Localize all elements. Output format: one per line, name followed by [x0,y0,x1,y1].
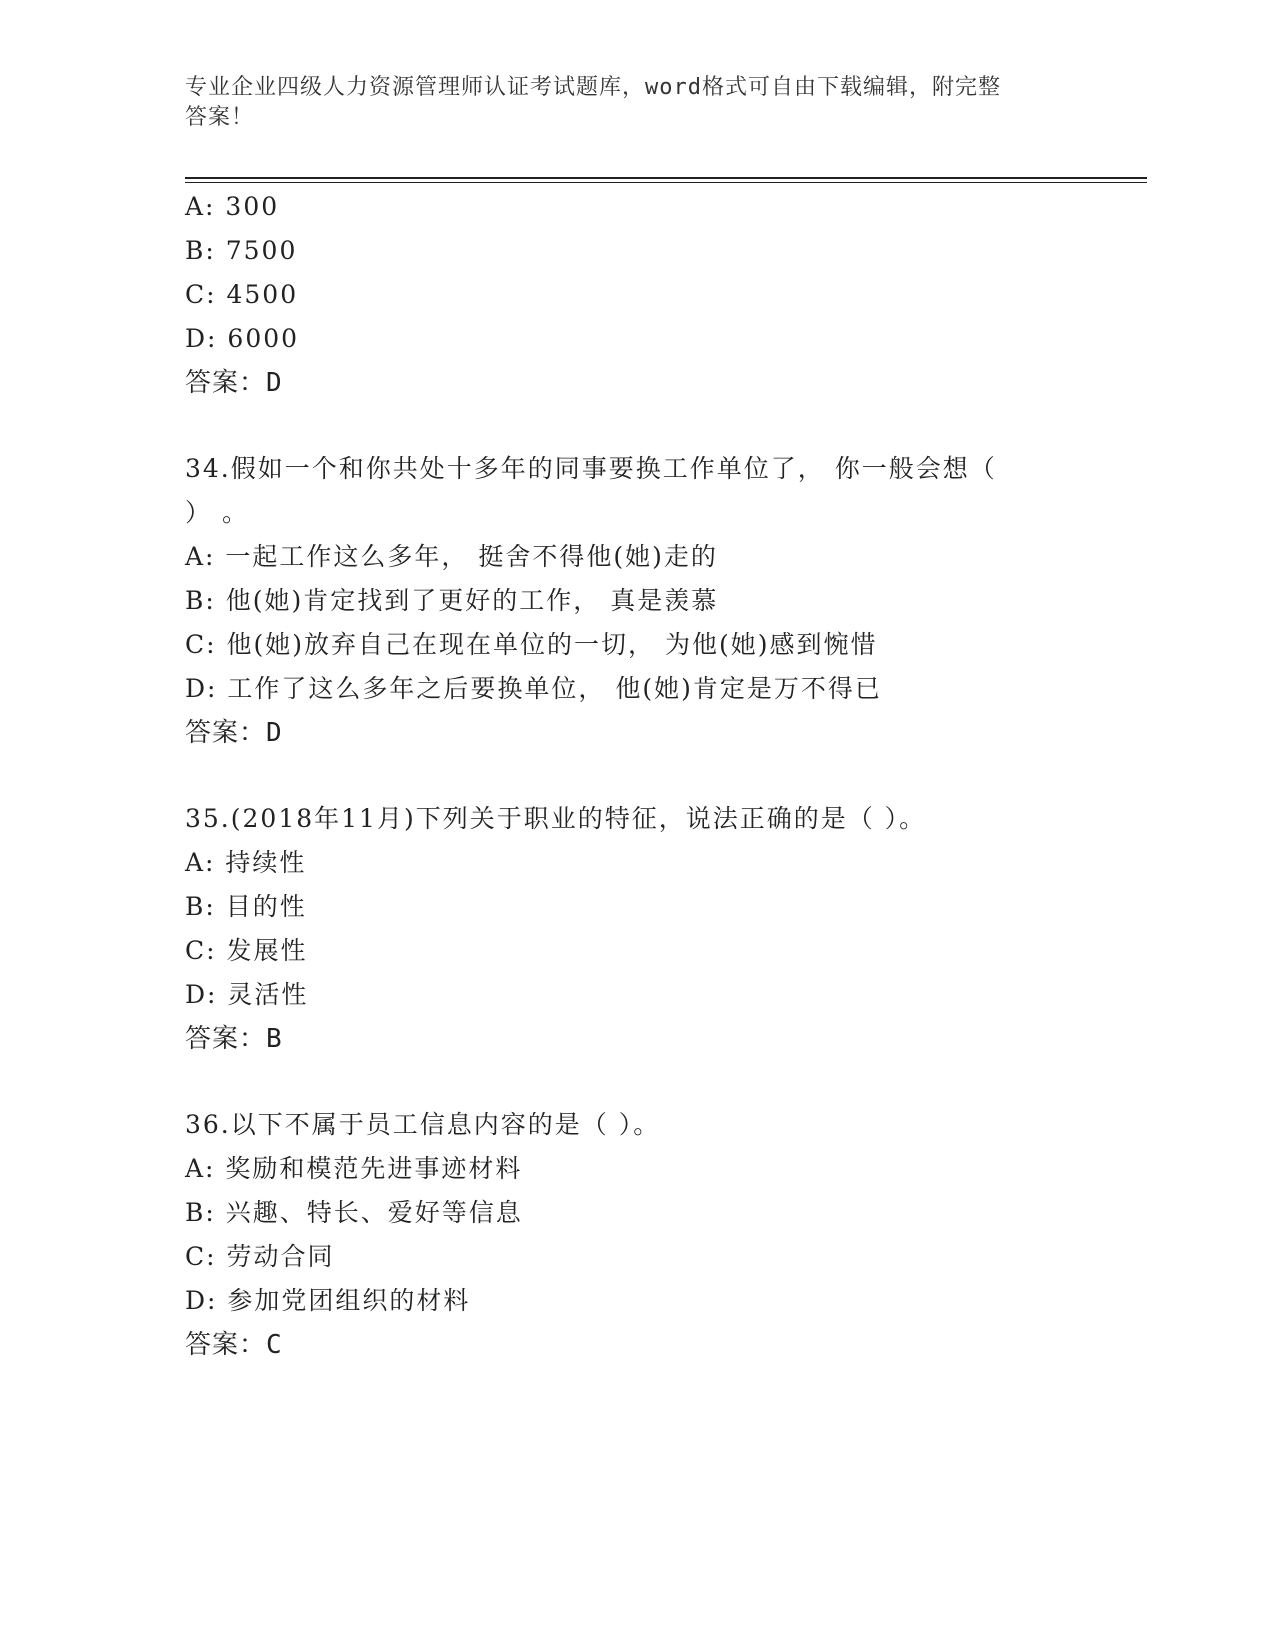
option-a: A: 持续性 [185,848,307,877]
document-header [185,73,1065,133]
question-stem: 34.假如一个和你共处十多年的同事要换工作单位了， 你一般会想（ [185,454,997,483]
option-a: A: 奖励和模范先进事迹材料 [185,1154,523,1183]
option-c: C: 他(她)放弃自己在现在单位的一切， 为他(她)感到惋惜 [185,630,878,659]
option-a: A: 一起工作这么多年， 挺舍不得他(她)走的 [185,542,718,571]
option-d: D: 6000 [185,324,300,353]
header-divider-thick [185,177,1147,179]
header-line-1: 专业企业四级人力资源管理师认证考试题库，word格式可自由下载编辑，附完整 [185,75,1001,100]
header-line-2: 答案！ [185,105,255,130]
option-c: C: 劳动合同 [185,1242,335,1271]
option-d: D: 工作了这么多年之后要换单位， 他(她)肯定是万不得已 [185,674,882,703]
option-a: A: 300 [185,192,280,221]
option-b: B: 目的性 [185,892,307,921]
option-b: B: 7500 [185,236,298,265]
option-d: D: 灵活性 [185,980,309,1009]
answer: 答案：B [185,1024,283,1054]
question-stem-continued: ） 。 [185,498,249,527]
answer: 答案：D [185,718,283,748]
option-d: D: 参加党团组织的材料 [185,1286,471,1315]
option-c: C: 4500 [185,280,299,309]
question-stem: 36.以下不属于员工信息内容的是（ ）。 [185,1110,661,1139]
option-b: B: 他(她)肯定找到了更好的工作， 真是羡慕 [185,586,719,615]
question-stem: 35.(2018年11月)下列关于职业的特征，说法正确的是（ ）。 [185,804,927,833]
option-b: B: 兴趣、特长、爱好等信息 [185,1198,523,1227]
header-divider-thin [185,182,1147,183]
answer: 答案：C [185,1330,283,1360]
option-c: C: 发展性 [185,936,308,965]
answer: 答案：D [185,368,283,398]
